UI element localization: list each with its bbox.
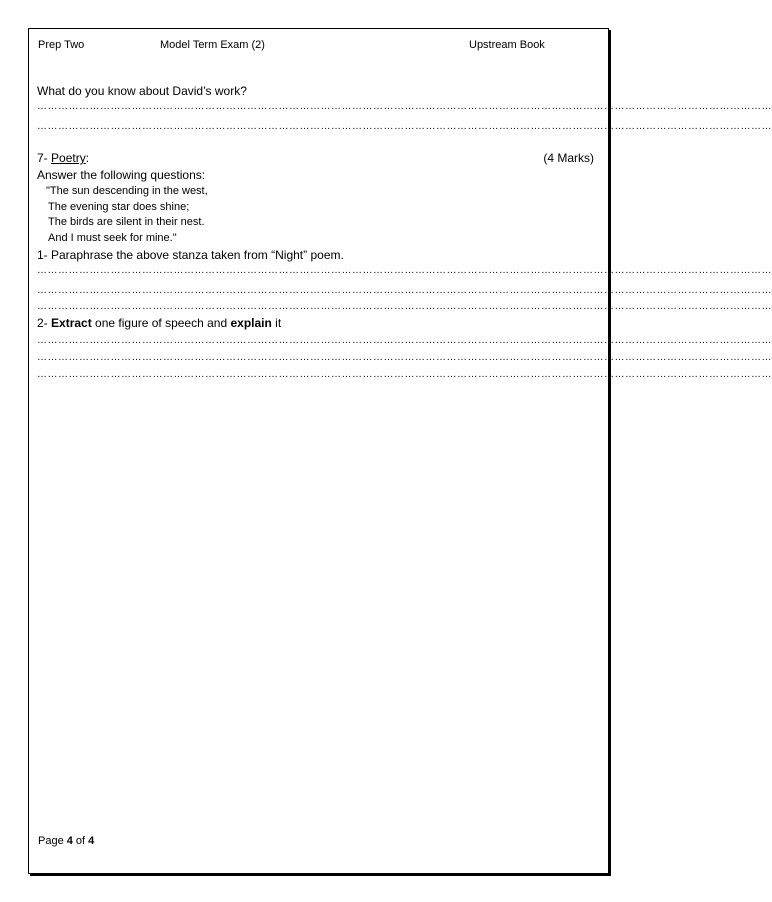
- header-book: Upstream Book: [469, 39, 545, 51]
- footer-current-page: 4: [66, 835, 73, 847]
- q2-verb-extract: Extract: [51, 316, 92, 330]
- q2-end: it: [271, 316, 282, 330]
- section-title: Poetry: [51, 151, 86, 165]
- q2-number: 2-: [37, 316, 52, 330]
- answer-line[interactable]: …………………………………………………………………………………………………………………………………………………………………………………………: [37, 101, 772, 112]
- answer-line[interactable]: …………………………………………………………………………………………………………………………………………………………………………………………: [37, 265, 772, 276]
- section-number: 7-: [37, 151, 52, 165]
- q2-middle: one figure of speech and: [91, 316, 231, 330]
- page-frame: [28, 28, 772, 874]
- question-1: 1- Paraphrase the above stanza taken from “Night” poem.: [37, 248, 344, 262]
- poem-line: "The sun descending in the west,: [46, 185, 208, 197]
- answer-line[interactable]: …………………………………………………………………………………………………………………………………………………………………………………………: [37, 369, 772, 380]
- answer-line[interactable]: …………………………………………………………………………………………………………………………………………………………………………………………: [37, 352, 772, 363]
- section-heading: [37, 151, 89, 165]
- header-class: Prep Two: [38, 39, 85, 51]
- poem-line: And I must seek for mine.": [48, 232, 177, 244]
- header-exam-title: Model Term Exam (2): [160, 39, 265, 51]
- footer-label: Page: [38, 835, 67, 847]
- q2-verb-explain: explain: [230, 316, 272, 330]
- page-footer: [38, 835, 94, 847]
- poem-line: The evening star does shine;: [48, 201, 190, 213]
- question-2: [37, 316, 281, 330]
- footer-total-pages: 4: [88, 835, 95, 847]
- poem-line: The birds are silent in their nest.: [48, 216, 205, 228]
- question-david: What do you know about David’s work?: [37, 84, 247, 98]
- footer-of: of: [72, 835, 89, 847]
- answer-line[interactable]: …………………………………………………………………………………………………………………………………………………………………………………………: [37, 301, 772, 312]
- instruction: Answer the following questions:: [37, 168, 206, 182]
- section-colon: :: [85, 151, 90, 165]
- answer-line[interactable]: …………………………………………………………………………………………………………………………………………………………………………………………: [37, 121, 772, 132]
- answer-line[interactable]: …………………………………………………………………………………………………………………………………………………………………………………………: [37, 335, 772, 346]
- answer-line[interactable]: …………………………………………………………………………………………………………………………………………………………………………………………: [37, 285, 772, 296]
- section-marks: (4 Marks): [543, 151, 594, 165]
